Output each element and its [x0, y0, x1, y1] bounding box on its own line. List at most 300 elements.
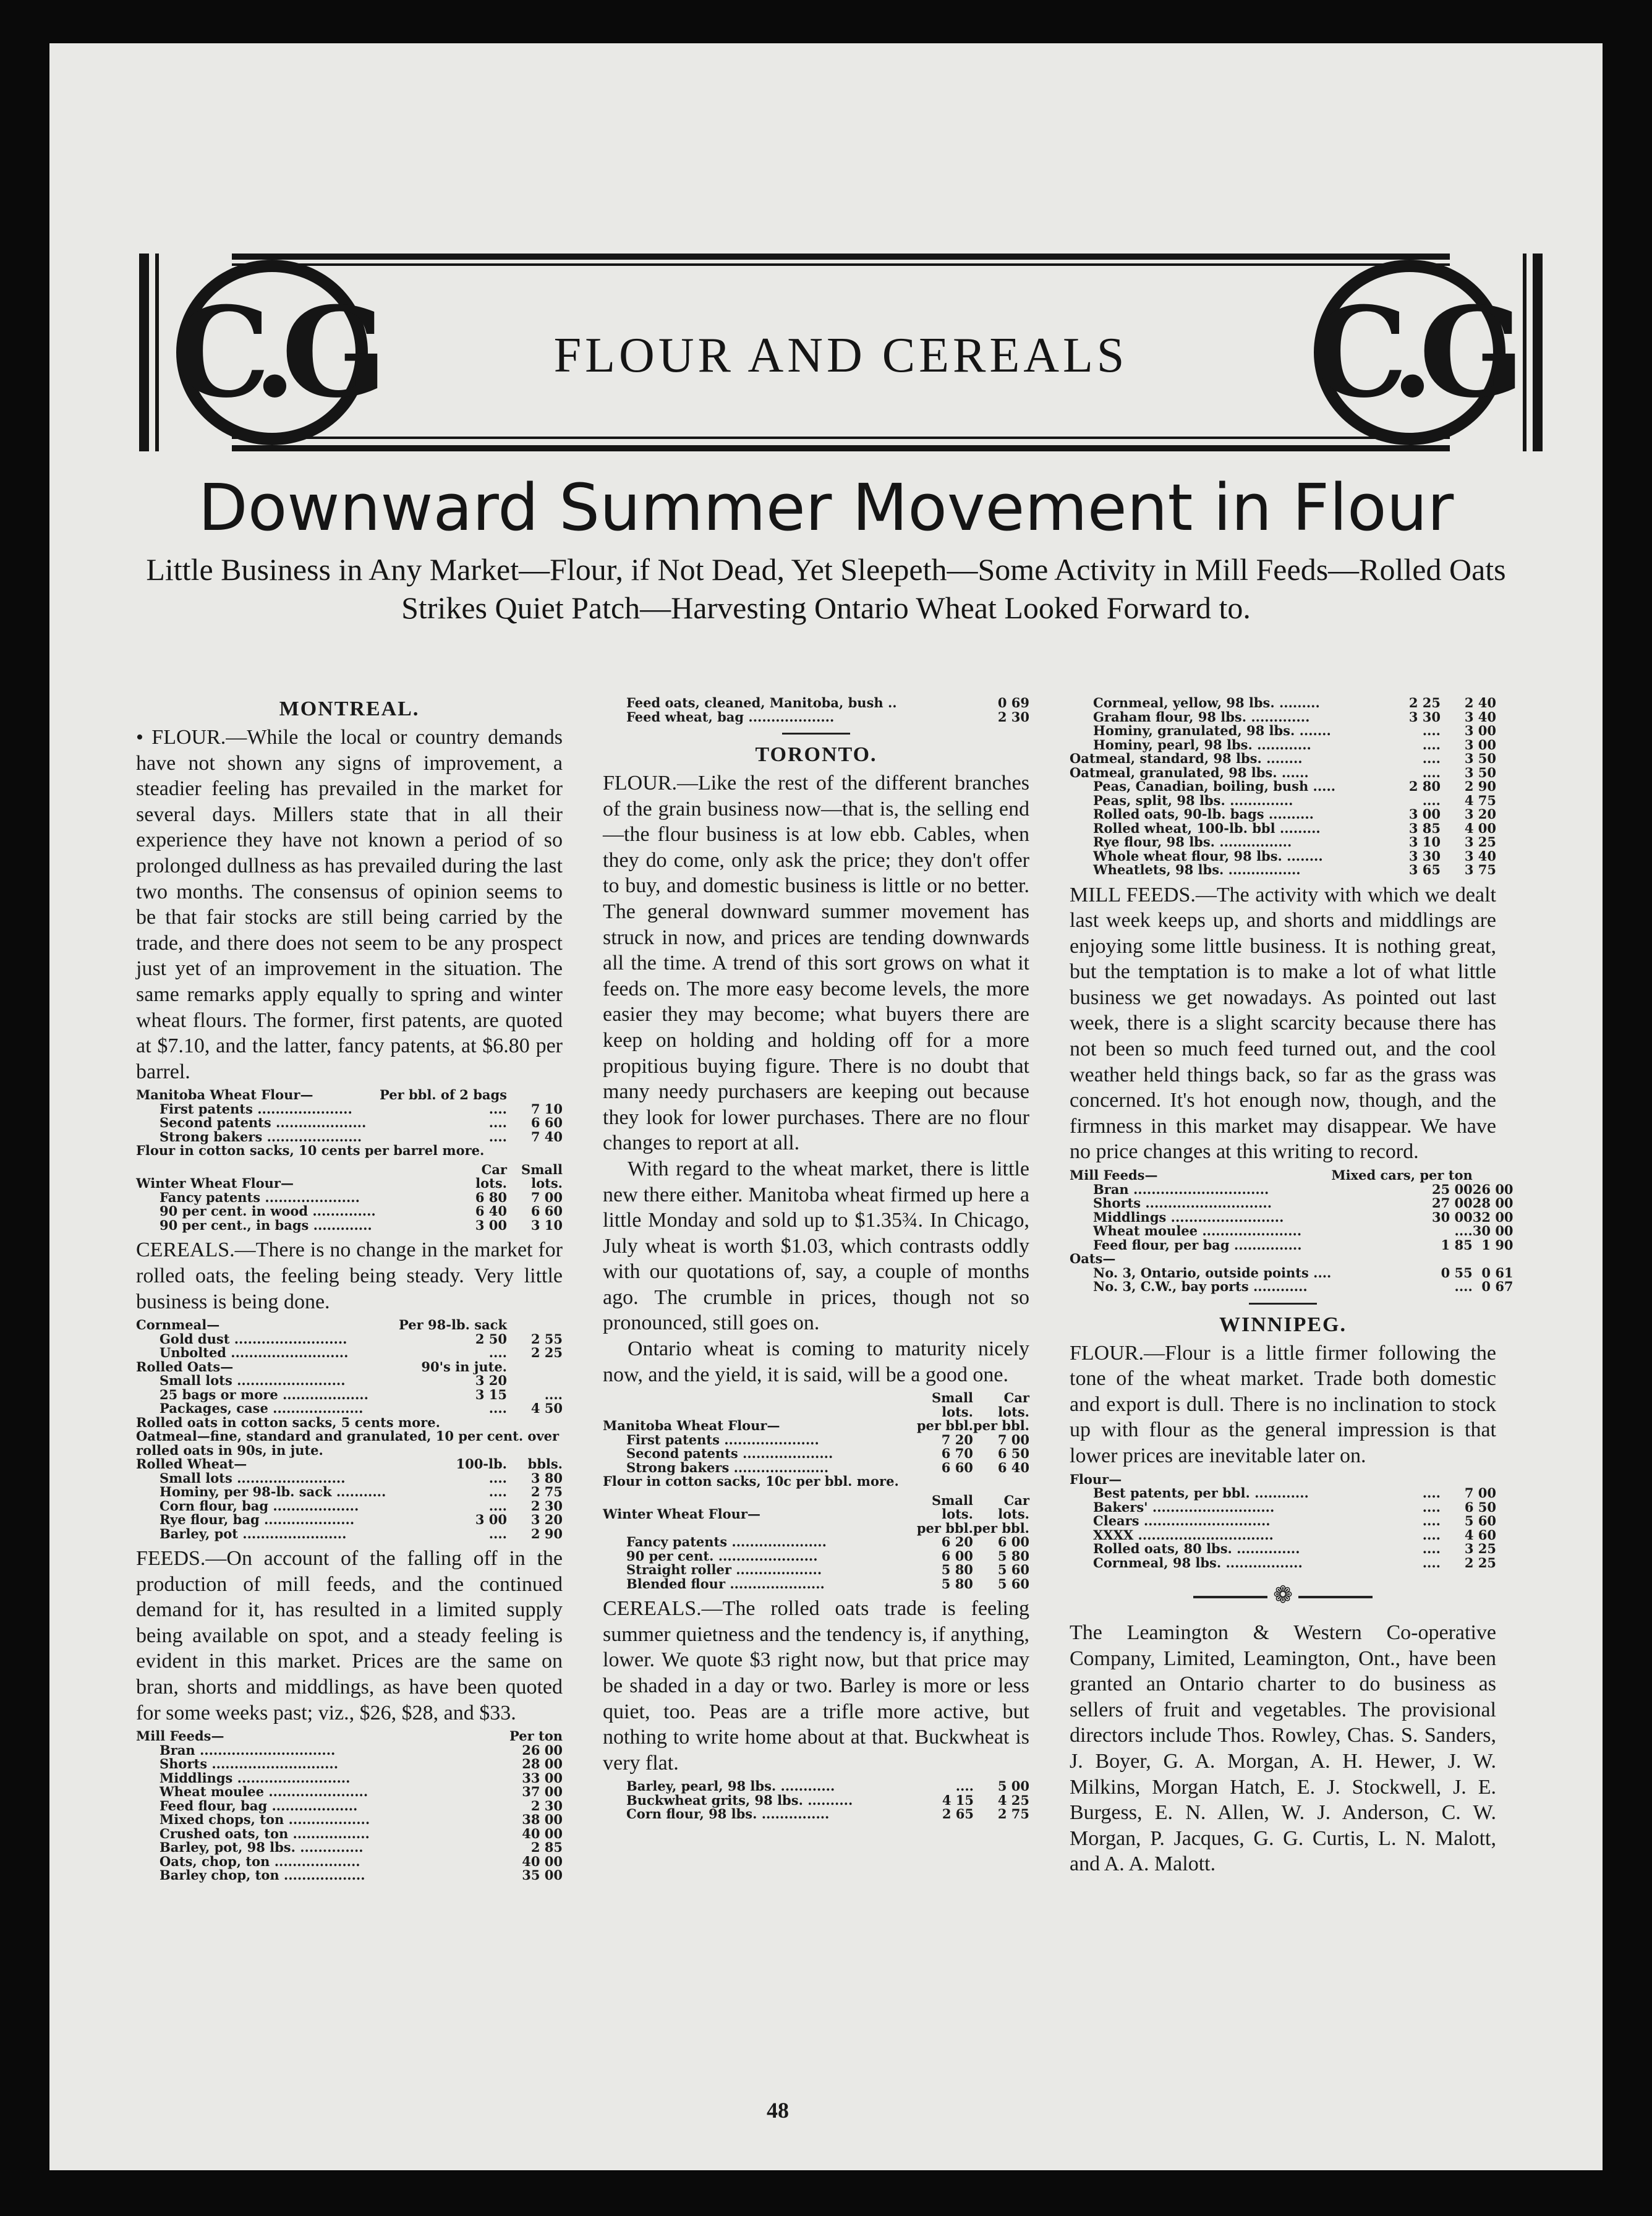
price-label: Barley, pot .......................	[160, 1525, 347, 1541]
price-label: Hominy, per 98-lb. sack ...........	[160, 1484, 386, 1500]
price-label: Small lots ........................	[160, 1470, 346, 1486]
price-value: 3 40	[1464, 709, 1496, 725]
price-row	[1070, 710, 1496, 725]
price-value: 5 80	[941, 1562, 973, 1578]
price-value: Per ton	[509, 1728, 563, 1744]
price-value: 37 00	[522, 1784, 563, 1800]
price-value: 2 25	[1408, 695, 1441, 710]
price-row	[136, 1144, 563, 1158]
price-value: 6 50	[1464, 1499, 1496, 1515]
price-row	[603, 1522, 1029, 1536]
price-value: 2 30	[530, 1797, 563, 1813]
price-row	[1070, 1183, 1514, 1197]
price-row	[136, 1771, 563, 1786]
price-label: Mill Feeds—	[136, 1728, 224, 1744]
price-label: Unbolted ..........................	[160, 1345, 349, 1361]
price-value: ....	[1422, 1485, 1441, 1501]
price-label	[603, 1494, 917, 1508]
section-title: FLOUR AND CEREALS	[553, 328, 1128, 383]
price-value: 3 10	[530, 1217, 563, 1233]
price-row	[1070, 1473, 1496, 1487]
price-row	[603, 1549, 1029, 1564]
price-value: 4 25	[997, 1792, 1029, 1808]
price-value: 40 00	[522, 1853, 563, 1869]
price-value: 2 90	[530, 1525, 563, 1541]
price-value: 1 90	[1481, 1237, 1514, 1253]
price-value: 7 00	[1464, 1485, 1496, 1501]
price-row	[603, 1433, 1029, 1447]
banner-bar-left-thin	[155, 254, 159, 451]
toronto-cereals-paragraph: CEREALS.—The rolled oats trade is feeling summer quietness and the tendency is, if anything, lower. We quote $3 right now, but that price may be shaded in a day or two. Barley is more or less quiet, too. Peas are a trifle more active, but nothing to write home about at that. Buckwheat is very flat.	[603, 1597, 1029, 1775]
price-label: XXXX ..............................	[1093, 1527, 1274, 1543]
price-value: per bbl.	[916, 1418, 973, 1434]
mill-feeds-table	[1070, 1169, 1514, 1294]
price-value: 6 80	[475, 1189, 507, 1205]
toronto-ontario-paragraph: Ontario wheat is coming to maturity nicely now, and the yield, it is said, will be a good one.	[603, 1337, 1029, 1386]
price-label: Winter Wheat Flour—	[136, 1175, 294, 1191]
price-value: 7 40	[530, 1128, 563, 1144]
price-row	[136, 1744, 563, 1758]
price-value: 32 00	[1472, 1209, 1514, 1225]
toronto-cereals-continued-table	[1070, 696, 1496, 877]
price-row	[1070, 780, 1496, 794]
price-label: Barley chop, ton ..................	[160, 1867, 365, 1883]
price-label	[603, 1391, 917, 1405]
price-value: Mixed cars, per ton	[1331, 1167, 1473, 1183]
price-value: ....	[1454, 1223, 1473, 1239]
column-montreal	[136, 692, 563, 1888]
price-label: Flour in cotton sacks, 10 cents per barrel more.	[136, 1143, 485, 1159]
price-label: 90 per cent., in bags .............	[160, 1217, 372, 1233]
price-row	[603, 710, 1029, 725]
price-value: bbls.	[527, 1456, 563, 1472]
price-value: Small	[931, 1390, 973, 1406]
price-label: Mill Feeds—	[1070, 1167, 1158, 1183]
price-value: 3 40	[1464, 848, 1496, 864]
price-value	[507, 1374, 563, 1388]
banner-bar-left	[139, 254, 149, 451]
price-value: ....	[488, 1128, 507, 1144]
price-row	[1070, 863, 1496, 877]
price-value: 7 00	[997, 1431, 1029, 1447]
price-value: 2 55	[530, 1331, 563, 1347]
price-row	[603, 1447, 1029, 1461]
montreal-winter-table	[136, 1163, 563, 1233]
price-row	[1070, 766, 1496, 780]
price-value: 100-lb.	[456, 1456, 507, 1472]
price-row	[136, 1360, 563, 1374]
price-value: 2 25	[1464, 1554, 1496, 1570]
price-value: ....	[488, 1484, 507, 1500]
price-value: 3 20	[1464, 806, 1496, 822]
price-row	[1070, 1238, 1514, 1253]
price-row	[136, 1813, 563, 1827]
price-row	[136, 1346, 563, 1360]
price-row	[1070, 752, 1496, 766]
price-value: 28 00	[1472, 1195, 1514, 1211]
price-label: Rolled wheat, 100-lb. bbl .........	[1093, 820, 1321, 836]
price-value: 3 65	[1408, 862, 1441, 877]
price-value: lots.	[942, 1506, 973, 1522]
banner-rule-bottom	[232, 445, 1450, 451]
toronto-wheat-paragraph: With regard to the wheat market, there is little new there either. Manitoba wheat firmed up here a little Monday and sold up to $1.35¾. In Chicago, July wheat is worth $1.03, which contrasts oddly with our quotations of, say, a couple of months ago. The crumble in prices, though not so pronounced, still goes on.	[603, 1157, 1029, 1335]
price-value: 3 00	[1464, 723, 1496, 738]
price-value: 5 60	[1464, 1513, 1496, 1528]
price-row	[1070, 822, 1496, 836]
price-value: 0 61	[1481, 1264, 1514, 1281]
price-value: ....	[1422, 736, 1441, 752]
banner-rule-bottom-thin	[232, 437, 1450, 439]
price-label: Hominy, granulated, 98 lbs. .......	[1093, 723, 1331, 738]
price-label: No. 3, Ontario, outside points ....	[1093, 1264, 1332, 1281]
price-row	[603, 1577, 1029, 1592]
price-label: Rolled Oats—	[136, 1358, 234, 1374]
price-label	[603, 1405, 917, 1420]
price-value: 4 60	[1464, 1527, 1496, 1543]
price-row	[1070, 1224, 1514, 1238]
price-value: ....	[488, 1345, 507, 1361]
price-row	[603, 1535, 1029, 1549]
price-row	[1070, 1266, 1514, 1281]
montreal-manitoba-table	[136, 1088, 563, 1158]
price-row	[136, 1163, 563, 1177]
price-label: Second patents ....................	[626, 1446, 833, 1462]
price-row	[136, 1102, 563, 1117]
price-value: ....	[488, 1498, 507, 1514]
price-value: 3 75	[1464, 862, 1496, 877]
price-label: Whole wheat flour, 98 lbs. ........	[1093, 848, 1323, 864]
price-value: Car	[1003, 1390, 1029, 1406]
price-label: Manitoba Wheat Flour—	[603, 1418, 780, 1434]
price-value: lots.	[531, 1175, 563, 1191]
price-label: Graham flour, 98 lbs. .............	[1093, 709, 1310, 725]
price-value: 5 60	[997, 1575, 1029, 1592]
price-value: 2 90	[1464, 778, 1496, 794]
price-value	[507, 1088, 563, 1102]
montreal-flour-paragraph: • FLOUR.—While the local or country demands have not shown any signs of improvement, a steadier feeling has prevailed in the market for several days. Millers state that in all their experience they have not known a period of so prolonged dullness as has prevailed during the last two months. The consensus of opinion seems to be that fair stocks are still being carried by the trade, and there does not seem to be any prospect just yet of an improvement in the situation. The same remarks apply equally to spring and winter wheat flours. The former, first patents, are quoted at $7.10, and the latter, fancy patents, at $6.80 per barrel.	[136, 726, 563, 1083]
price-row	[136, 1799, 563, 1813]
price-row	[1070, 1280, 1514, 1294]
price-value: 6 40	[997, 1459, 1029, 1475]
winnipeg-heading: WINNIPEG.	[1219, 1313, 1347, 1336]
price-label: Hominy, pearl, 98 lbs. ............	[1093, 736, 1311, 752]
price-label: Cornmeal, yellow, 98 lbs. .........	[1093, 695, 1320, 710]
price-row	[136, 1318, 563, 1332]
price-row	[1070, 1486, 1496, 1501]
price-label: Manitoba Wheat Flour—	[136, 1087, 313, 1103]
price-value: per bbl.	[973, 1418, 1029, 1434]
price-label: Packages, case ....................	[160, 1400, 364, 1417]
price-label: Feed oats, cleaned, Manitoba, bush ..	[626, 695, 897, 710]
price-value: 3 50	[1464, 764, 1496, 780]
price-value: 2 75	[530, 1484, 563, 1500]
price-label: Bran ..............................	[1093, 1181, 1269, 1197]
price-value: 7 10	[530, 1101, 563, 1117]
toronto-top-table	[603, 696, 1029, 724]
section-divider	[1249, 1303, 1317, 1305]
montreal-feeds-paragraph: FEEDS.—On account of the falling off in the production of mill feeds, and the continued demand for it, has resulted in a limited supply being available on spot, and a steady feeling is evident in this market. Prices are the same on bran, shorts and middlings, as have been quoted for some weeks past; viz., $26, $28, and $33.	[136, 1547, 563, 1724]
price-value: 2 80	[1408, 778, 1441, 794]
price-value: 90's in jute.	[421, 1358, 507, 1374]
price-value: 3 00	[1464, 736, 1496, 752]
price-label: 25 bags or more ...................	[160, 1386, 368, 1402]
banner-bar-right	[1533, 254, 1543, 451]
price-value: 3 15	[475, 1386, 507, 1402]
price-row	[136, 1388, 563, 1402]
price-label: First patents .....................	[626, 1431, 819, 1447]
price-value: 6 50	[997, 1446, 1029, 1462]
price-label	[136, 1163, 451, 1177]
price-row	[136, 1402, 563, 1416]
magazine-page	[49, 43, 1603, 2170]
price-row	[1070, 738, 1496, 752]
price-value: 2 25	[530, 1345, 563, 1361]
price-row	[136, 1472, 563, 1486]
price-value: 6 70	[941, 1446, 973, 1462]
price-row	[603, 696, 1029, 710]
price-label: Straight roller ...................	[626, 1562, 822, 1578]
price-label: Shorts ............................	[160, 1756, 339, 1772]
price-label: Rolled oats, 80 lbs. ..............	[1093, 1541, 1300, 1556]
price-row	[603, 1391, 1029, 1405]
price-value: ....	[1422, 1554, 1441, 1570]
price-row	[1070, 1556, 1496, 1570]
price-value: ....	[488, 1470, 507, 1486]
price-row	[1070, 1514, 1496, 1528]
price-label: Middlings .........................	[1093, 1209, 1284, 1225]
price-value: 3 25	[1464, 1541, 1496, 1556]
price-value	[507, 1360, 563, 1374]
price-value: ....	[1454, 1279, 1473, 1295]
price-row	[136, 1177, 563, 1191]
price-value: 2 65	[942, 1806, 974, 1822]
price-label: Barley, pearl, 98 lbs. ............	[626, 1778, 835, 1794]
price-label: No. 3, C.W., bay ports ............	[1093, 1279, 1308, 1295]
price-row	[136, 1757, 563, 1771]
price-label: Bran ..............................	[160, 1742, 336, 1758]
montreal-cereals-table	[136, 1318, 563, 1541]
price-row	[603, 1405, 1029, 1420]
montreal-heading: MONTREAL.	[279, 697, 420, 720]
ornament-line-left	[1193, 1596, 1267, 1598]
price-label: Barley, pot, 98 lbs. ..............	[160, 1839, 364, 1856]
price-label	[603, 1522, 917, 1536]
price-row	[136, 1827, 563, 1841]
price-value: per bbl.	[973, 1520, 1029, 1536]
price-label: Bakers' ...........................	[1093, 1499, 1275, 1515]
price-value: ....	[955, 1778, 974, 1794]
cg-logo-left: C.G	[176, 260, 368, 445]
price-row	[603, 1494, 1029, 1508]
price-value	[1473, 1169, 1514, 1183]
price-value: Small	[931, 1492, 973, 1508]
price-row	[1070, 1528, 1496, 1543]
price-value: 2 30	[997, 709, 1029, 725]
price-row	[136, 1457, 563, 1472]
price-value: 40 00	[522, 1825, 563, 1841]
price-label: 90 per cent. ......................	[626, 1548, 818, 1564]
price-value: 38 00	[522, 1812, 563, 1828]
price-label: Rye flour, 98 lbs. ................	[1093, 834, 1292, 850]
price-value: lots.	[998, 1404, 1029, 1420]
price-value: 4 75	[1464, 792, 1496, 808]
price-value: 2 75	[997, 1806, 1029, 1822]
price-row	[136, 1191, 563, 1205]
price-row	[1070, 1501, 1496, 1515]
price-value: ....	[1422, 1499, 1441, 1515]
price-row	[136, 1729, 563, 1744]
price-value: 2 85	[530, 1839, 563, 1856]
price-value: 3 30	[1408, 848, 1441, 864]
price-label: Peas, Canadian, boiling, bush .....	[1093, 778, 1336, 794]
price-value: 5 80	[941, 1575, 973, 1592]
price-value: 0 55	[1441, 1264, 1473, 1281]
article-deck: Little Business in Any Market—Flour, if Not Dead, Yet Sleepeth—Some Activity in Mill Feeds—Rolled Oats Strikes Quiet Patch—Harvesting Ontario Wheat Looked Forward to.	[146, 552, 1506, 625]
price-row	[1070, 850, 1496, 864]
price-value: ....	[1422, 1541, 1441, 1556]
price-label: Flour—	[1070, 1471, 1122, 1487]
price-label: Oats, chop, ton ...................	[160, 1853, 360, 1869]
price-value: 3 00	[475, 1217, 507, 1233]
price-label: Flour in cotton sacks, 10c per bbl. more.	[603, 1473, 899, 1489]
price-value: 2 50	[475, 1331, 507, 1347]
price-value: ....	[1422, 1527, 1441, 1543]
toronto-manitoba-table	[603, 1391, 1029, 1489]
masthead-banner	[139, 223, 1543, 476]
price-value: ....	[1422, 792, 1441, 808]
price-label: Feed flour, bag ...................	[160, 1797, 358, 1813]
price-value: 3 10	[1408, 834, 1441, 850]
page-number: 48	[767, 2098, 789, 2123]
price-value: 3 80	[530, 1470, 563, 1486]
price-row	[136, 1116, 563, 1130]
toronto-heading: TORONTO.	[755, 743, 877, 766]
price-row	[603, 1794, 1029, 1808]
price-value: Car	[481, 1161, 507, 1177]
price-value: Per 98-lb. sack	[399, 1317, 507, 1333]
cg-logo-right: C.G	[1314, 260, 1505, 445]
price-label: Corn flour, bag ...................	[160, 1498, 359, 1514]
price-value: Car	[1003, 1492, 1029, 1508]
price-value: 3 20	[530, 1512, 563, 1528]
price-value: 35 00	[522, 1867, 563, 1883]
price-label: Strong bakers .....................	[160, 1128, 362, 1144]
winnipeg-table	[1070, 1473, 1496, 1570]
price-value: 6 60	[941, 1459, 973, 1475]
section-divider	[782, 733, 850, 735]
montreal-cereals-paragraph: CEREALS.—There is no change in the market for rolled oats, the feeling being steady. Very little business is being done.	[136, 1238, 563, 1313]
ornament-divider	[1070, 1581, 1496, 1609]
price-label: Peas, split, 98 lbs. ..............	[1093, 792, 1293, 808]
price-value: 6 40	[475, 1203, 507, 1219]
price-row	[136, 1374, 563, 1388]
price-label: Blended flour .....................	[626, 1575, 825, 1592]
price-value: ....	[1422, 723, 1441, 738]
price-label: Oatmeal—fine, standard and granulated, 10 per cent. over rolled oats in 90s, in jute.	[136, 1428, 560, 1458]
price-row	[136, 1416, 563, 1430]
price-row	[136, 1088, 563, 1102]
price-row	[136, 1204, 563, 1219]
price-label: Crushed oats, ton .................	[160, 1825, 370, 1841]
price-value: 2 30	[530, 1498, 563, 1514]
price-value: 2 40	[1464, 695, 1496, 710]
price-row	[136, 1841, 563, 1855]
flower-ornament-icon: ❁	[1273, 1582, 1293, 1608]
price-value: 5 80	[997, 1548, 1029, 1564]
price-label: Rye flour, bag ....................	[160, 1512, 355, 1528]
price-row	[603, 1461, 1029, 1475]
price-label: Corn flour, 98 lbs. ...............	[626, 1806, 830, 1822]
price-value: lots.	[998, 1506, 1029, 1522]
price-value: 0 69	[997, 695, 1029, 710]
banner-rule-top-thin	[232, 263, 1450, 266]
price-row	[1070, 1211, 1514, 1225]
winnipeg-paragraph: FLOUR.—Flour is a little firmer following the tone of the wheat market. Trade both domestic and export is dull. There is no inclination to stock up with flour as the general impression is that lower prices are inevitable later on.	[1070, 1341, 1496, 1467]
price-value: 3 00	[475, 1512, 507, 1528]
price-label: Rolled Wheat—	[136, 1456, 247, 1472]
price-value: 33 00	[522, 1770, 563, 1786]
price-value: Per bbl. of 2 bags	[379, 1087, 507, 1103]
price-label: Winter Wheat Flour—	[603, 1506, 760, 1522]
price-label: Clears ............................	[1093, 1513, 1271, 1528]
price-value: 0 67	[1481, 1279, 1514, 1295]
column-toronto	[603, 692, 1029, 1826]
price-label: Rolled oats in cotton sacks, 5 cents more.	[136, 1414, 440, 1430]
banner-rule-top	[232, 254, 1450, 260]
price-label: Cornmeal, 98 lbs. .................	[1093, 1554, 1303, 1570]
price-label: Wheatlets, 98 lbs. ................	[1093, 862, 1301, 877]
price-row	[136, 1485, 563, 1499]
banner-bar-right-thin	[1523, 254, 1526, 451]
price-value: 7 00	[530, 1189, 563, 1205]
price-value: ....	[488, 1101, 507, 1117]
price-row	[1070, 696, 1496, 710]
price-label: Wheat moulee ......................	[160, 1784, 368, 1800]
price-row	[603, 1563, 1029, 1577]
price-label: 90 per cent. in wood ..............	[160, 1203, 376, 1219]
price-value: ....	[488, 1525, 507, 1541]
article-headline: Downward Summer Movement in Flour	[198, 470, 1454, 545]
mill-feeds-paragraph: MILL FEEDS.—The activity with which we dealt last week keeps up, and shorts and middlings are enjoying some little business. It is nothing great, but the temptation is to make a lot of what little business we get nowadays. As pointed out last week, there is a slight scarcity because there has not been so much feed turned out, and the cool weather held things back, so far as the grass was concerned. It's hot enough now, though, and the firmness in this market may disappear. We have no price changes at this writing to record.	[1070, 883, 1496, 1164]
price-row	[603, 1507, 1029, 1522]
price-label: Gold dust .........................	[160, 1331, 347, 1347]
price-value: 6 00	[997, 1534, 1029, 1550]
price-value: lots.	[475, 1175, 507, 1191]
price-row	[1070, 1252, 1514, 1266]
price-row	[603, 1475, 1029, 1489]
price-label: Shorts ............................	[1093, 1195, 1272, 1211]
price-row	[1070, 794, 1496, 808]
price-row	[1070, 835, 1496, 850]
price-row	[1070, 1196, 1514, 1211]
price-label: Buckwheat grits, 98 lbs. ..........	[626, 1792, 853, 1808]
price-value: per bbl.	[916, 1520, 973, 1536]
leamington-paragraph: The Leamington & Western Co-operative Company, Limited, Leamington, Ont., have been granted an Ontario charter to do business as sellers of fruit and vegetables. The provisional directors include Thos. Rowley, Chas. S. Sanders, J. Boyer, G. A. Morgan, A. H. Hewer, J. W. Milkins, Morgan Hatch, E. J. Stockwell, J. E. Burgess, E. N. Allen, W. J. Anderson, C. W. Morgan, P. Jacques, G. G. Curtis, L. N. Malott, and A. A. Malott.	[1070, 1621, 1496, 1876]
price-label: Strong bakers .....................	[626, 1459, 829, 1475]
price-row	[136, 1527, 563, 1541]
price-label: Cornmeal—	[136, 1317, 220, 1333]
price-value: 6 00	[941, 1548, 973, 1564]
price-row	[603, 1419, 1029, 1433]
price-value: ....	[488, 1400, 507, 1417]
price-row	[136, 1785, 563, 1799]
price-row	[603, 1779, 1029, 1794]
price-value: 6 60	[530, 1203, 563, 1219]
price-label: Rolled oats, 90-lb. bags ..........	[1093, 806, 1314, 822]
price-label: Fancy patents .....................	[160, 1189, 360, 1205]
price-row	[136, 1855, 563, 1869]
price-label: First patents .....................	[160, 1101, 352, 1117]
